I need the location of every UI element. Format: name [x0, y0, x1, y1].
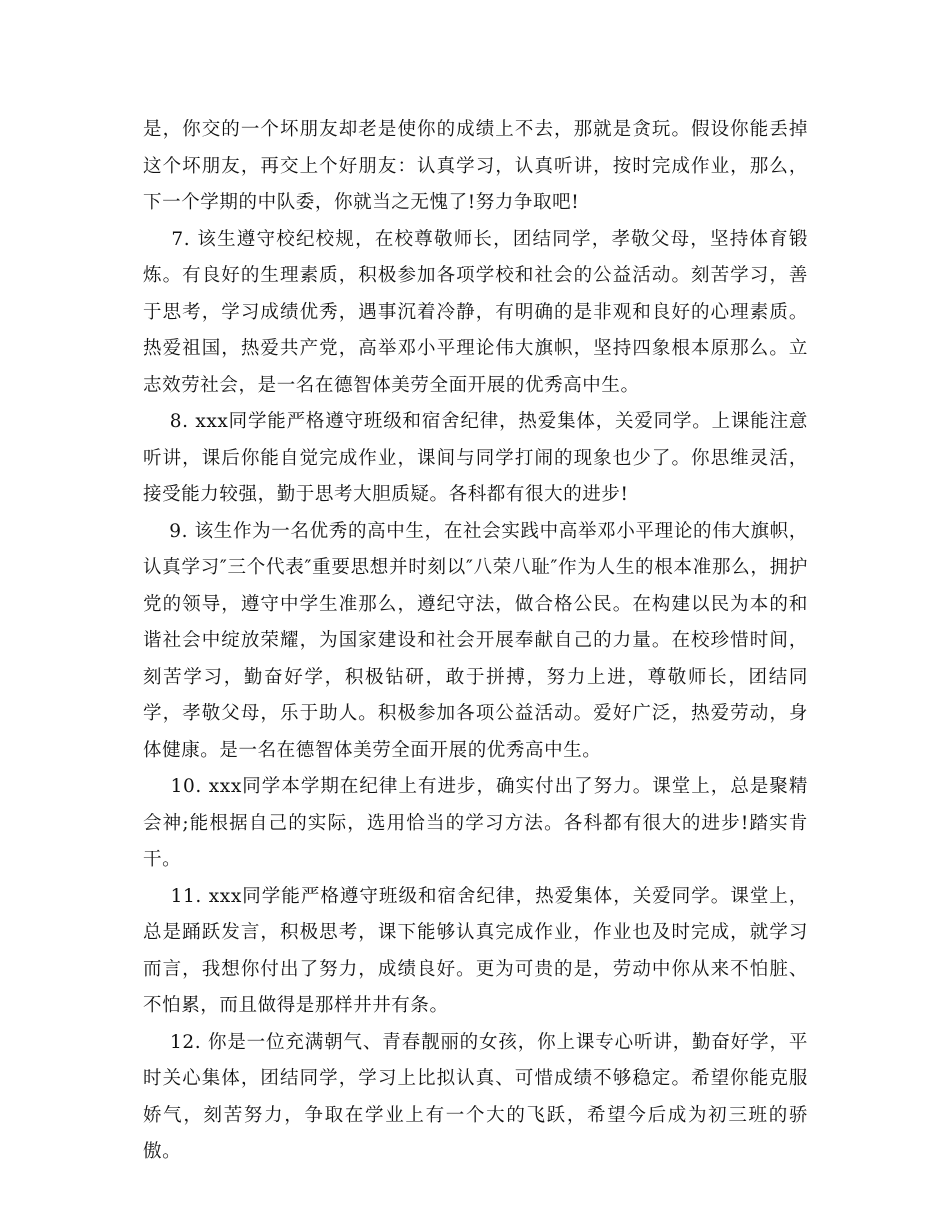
- paragraph-item-8: 8. xxx同学能严格遵守班级和宿舍纪律，热爱集体，关爱同学。上课能注意听讲，课后你能自觉完成作业，课间与同学打闹的现象也少了。你思维灵活，接受能力较强，勤于思考大胆质疑。各科都有很大的进步!: [143, 411, 808, 505]
- paragraph-item-11: 11. xxx同学能严格遵守班级和宿舍纪律，热爱集体，关爱同学。课堂上，总是踊跃发言，积极思考，课下能够认真完成作业，作业也及时完成，就学习而言，我想你付出了努力，成绩良好。更为可贵的是，劳动中你从来不怕脏、不怕累，而且做得是那样井井有条。: [143, 885, 808, 1016]
- paragraph-item-12: 12. 你是一位充满朝气、青春靓丽的女孩，你上课专心听讲，勤奋好学，平时关心集体，团结同学，学习上比拟认真、可惜成绩不够稳定。希望你能克服娇气，刻苦努力，争取在学业上有一个大的飞跃，希望今后成为初三班的骄傲。: [143, 1031, 808, 1162]
- paragraph-item-7: 7. 该生遵守校纪校规，在校尊敬师长，团结同学，孝敬父母，坚持体育锻炼。有良好的生理素质，积极参加各项学校和社会的公益活动。刻苦学习，善于思考，学习成绩优秀，遇事沉着冷静，有明确的是非观和良好的心理素质。热爱祖国，热爱共产党，高举邓小平理论伟大旗帜，坚持四象根本原那么。立志效劳社会，是一名在德智体美劳全面开展的优秀高中生。: [143, 228, 808, 396]
- paragraph-item-10: 10. xxx同学本学期在纪律上有进步，确实付出了努力。课堂上，总是聚精会神;能根据自己的实际，选用恰当的学习方法。各科都有很大的进步!踏实肯干。: [143, 776, 808, 870]
- paragraph-continuation: 是，你交的一个坏朋友却老是使你的成绩上不去，那就是贪玩。假设你能丢掉这个坏朋友，再交上个好朋友：认真学习，认真听讲，按时完成作业，那么，下一个学期的中队委，你就当之无愧了!努力争取吧!: [143, 119, 808, 213]
- paragraph-item-9: 9. 该生作为一名优秀的高中生，在社会实践中高举邓小平理论的伟大旗帜，认真学习″三个代表″重要思想并时刻以″八荣八耻″作为人生的根本准那么，拥护党的领导，遵守中学生准那么，遵纪守法，做合格公民。在构建以民为本的和谐社会中绽放荣耀，为国家建设和社会开展奉献自己的力量。在校珍惜时间，刻苦学习，勤奋好学，积极钻研，敢于拼搏，努力上进，尊敬师长，团结同学，孝敬父母，乐于助人。积极参加各项公益活动。爱好广泛，热爱劳动，身体健康。是一名在德智体美劳全面开展的优秀高中生。: [143, 520, 808, 761]
- document-body: [143, 112, 808, 1171]
